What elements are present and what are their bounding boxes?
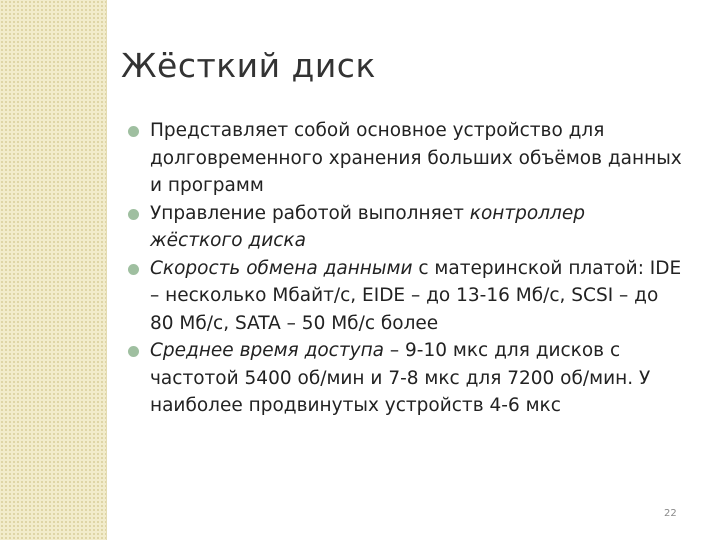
bullet-item: [128, 337, 683, 420]
bullet-item: [128, 255, 683, 338]
page-number: 22: [664, 508, 677, 519]
bullet-item: [128, 200, 683, 255]
bullet-marker-icon: [128, 209, 139, 220]
bullet-italic-term: контроллер жёсткого диска: [150, 202, 585, 251]
bullet-text: Представляет собой основное устройство для долговременного хранения больших объёмов данных и программ: [150, 120, 682, 196]
bullet-item: [128, 117, 683, 200]
bullet-marker-icon: [128, 126, 139, 137]
bullet-italic-term: Скорость обмена данными: [150, 257, 413, 279]
slide-title: Жёсткий диск: [121, 46, 376, 85]
bullet-marker-icon: [128, 264, 139, 275]
decorative-side-strip: [0, 0, 107, 540]
bullet-italic-term: Среднее время доступа: [150, 340, 385, 361]
bullet-text: – 9-10 мкс для дисков с частотой 5400 об/мин и 7-8 мкс для 7200 об/мин. У наиболее продвинутых устройств 4-6 мкс: [150, 340, 651, 416]
bullet-text: с материнской платой: IDE – несколько Мбайт/с, EIDE – до 13-16 Мб/с, SCSI – до 80 Мб/с, SATA – 50 Мб/с более: [150, 257, 682, 334]
bullet-list: [128, 117, 683, 420]
bullet-text: Управление работой выполняет: [150, 202, 470, 224]
bullet-marker-icon: [128, 346, 139, 357]
